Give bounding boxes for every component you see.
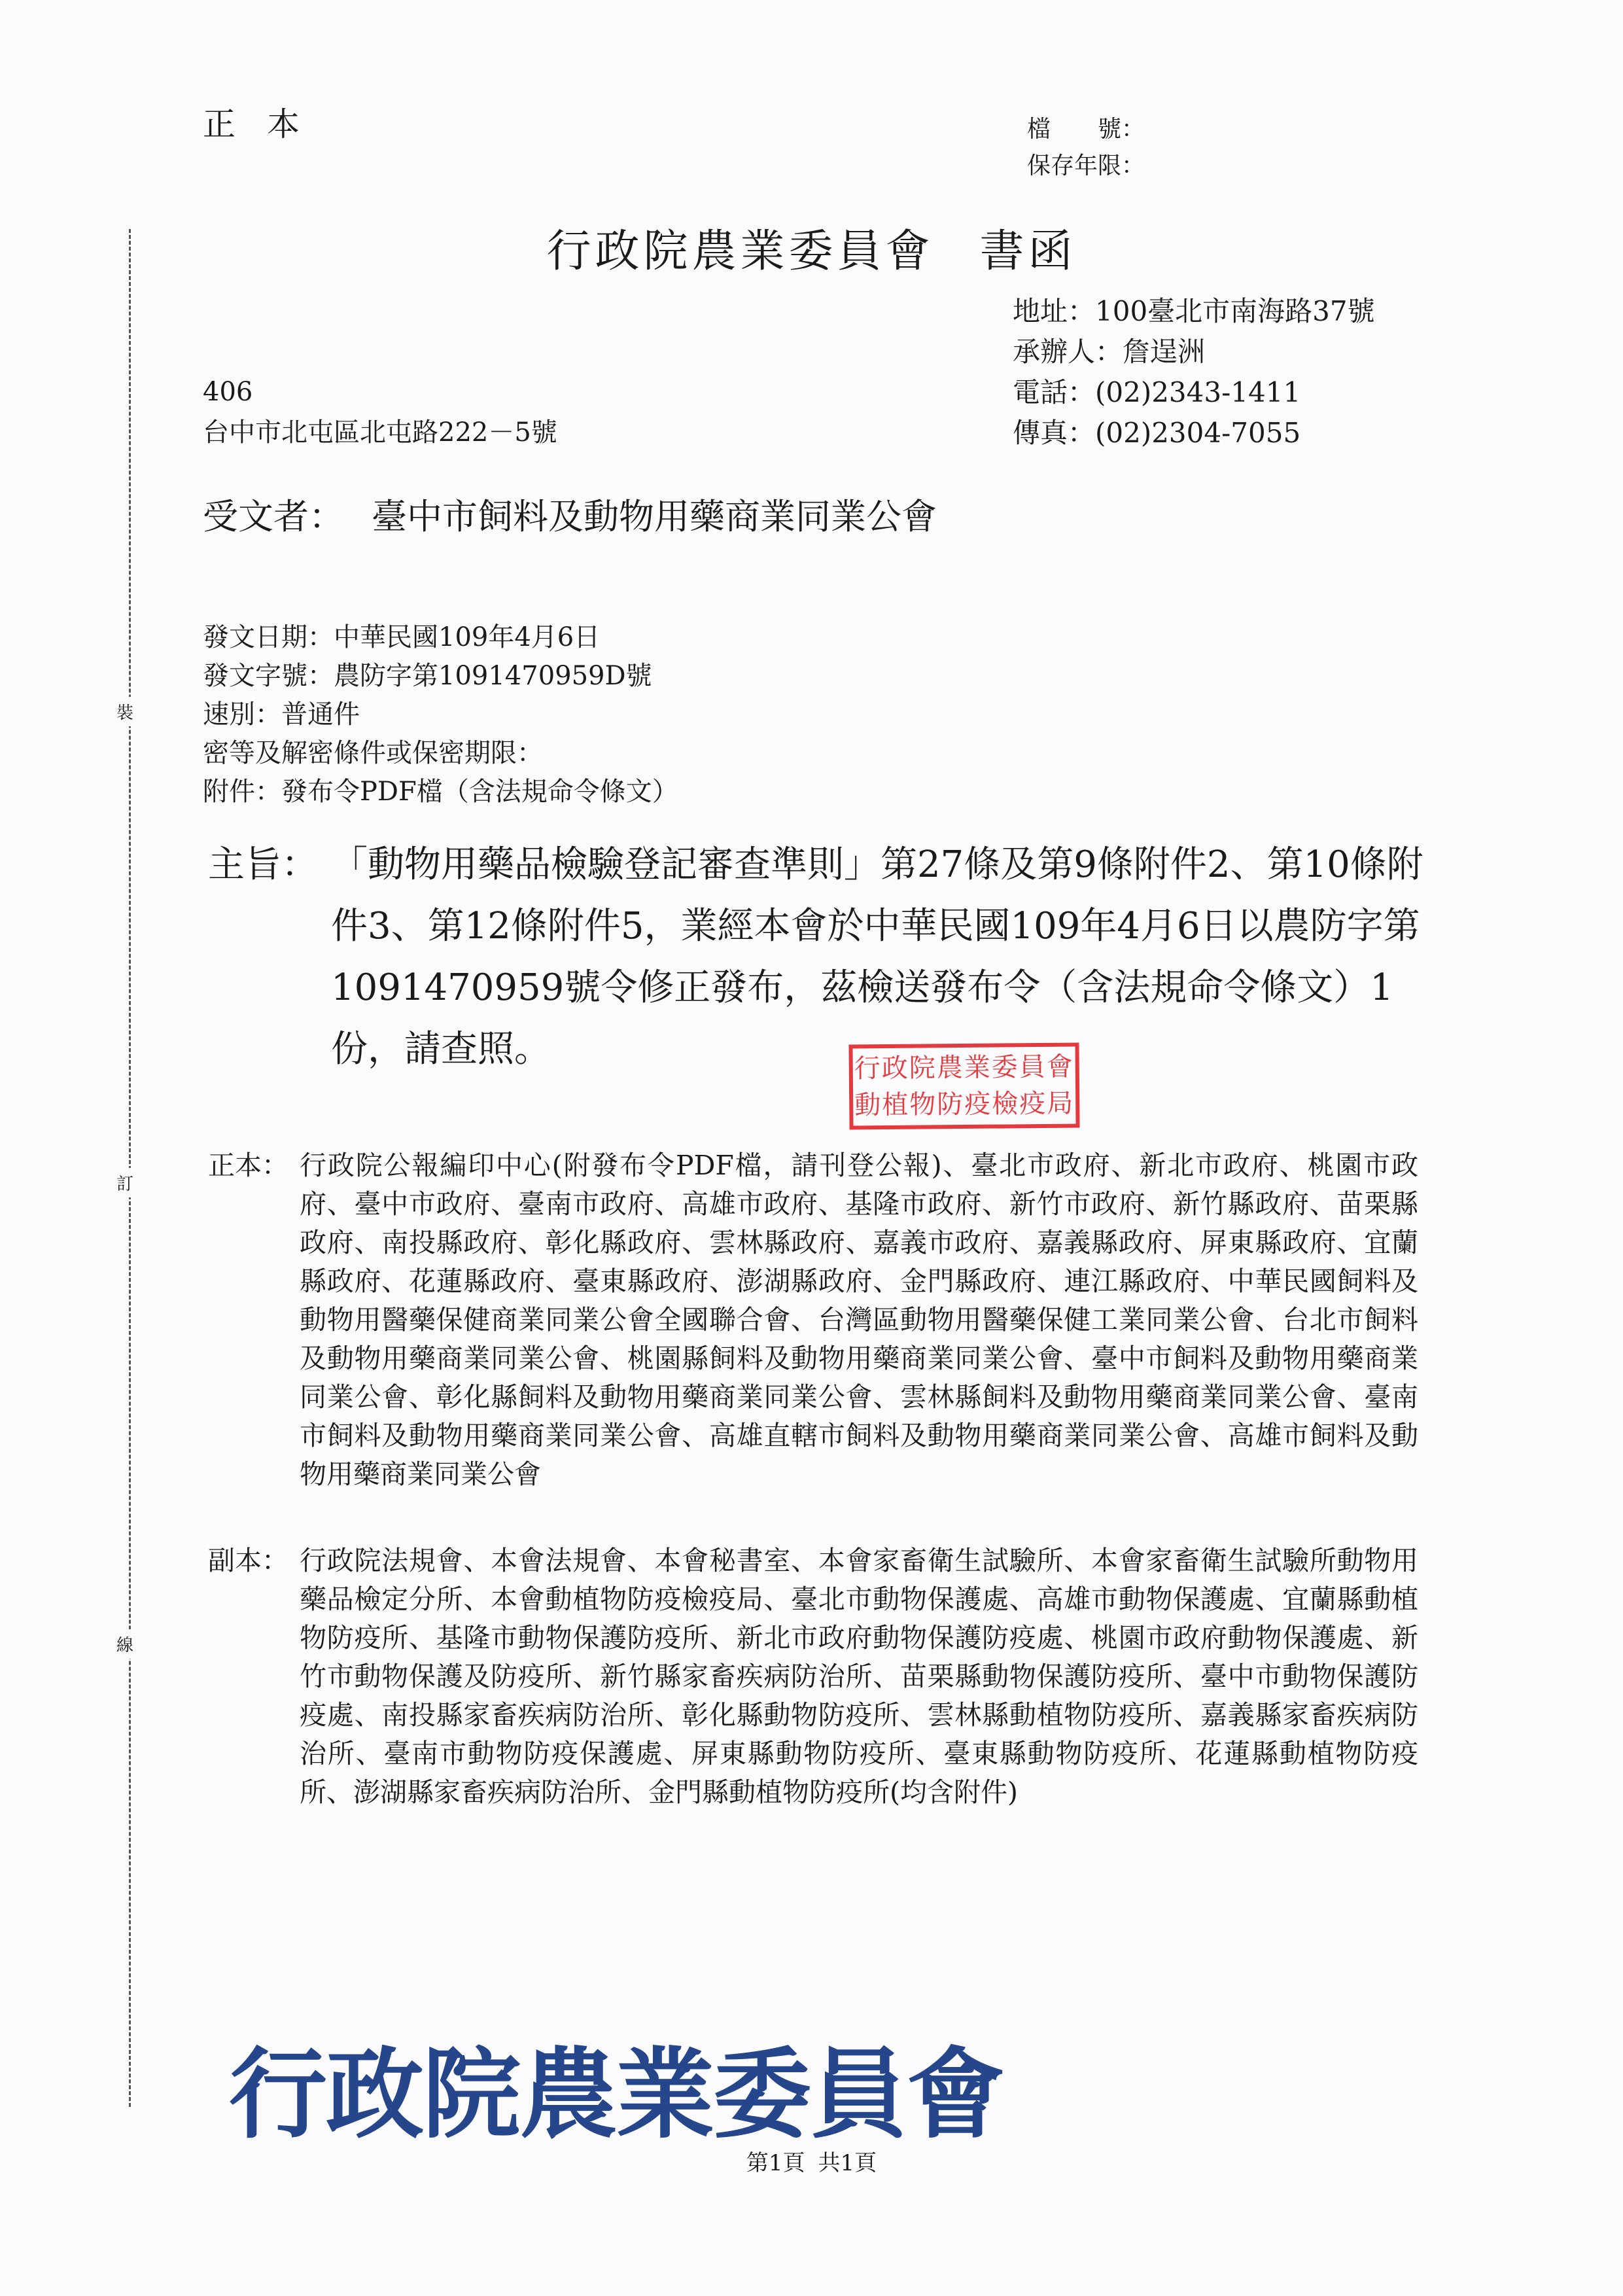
- secrecy-level: 密等及解密條件或保密期限：: [203, 738, 543, 768]
- document-type: 書函: [979, 226, 1077, 277]
- recipient-name: 臺中市飼料及動物用藥商業同業公會: [372, 496, 937, 537]
- delivery-speed: 速別：普通件: [203, 699, 360, 730]
- copy-recipients-label: 副本：: [208, 1545, 288, 1576]
- retention-label: 保存年限：: [1027, 152, 1145, 179]
- copy-label: 正本: [203, 105, 331, 143]
- seal-line-1: 行政院農業委員會: [854, 1051, 1074, 1084]
- document-title: [0, 216, 1623, 279]
- binding-mark-zhuang: 裝: [116, 697, 133, 726]
- binding-mark-ding: 訂: [116, 1168, 133, 1197]
- page-current: 第1頁: [746, 2150, 805, 2176]
- attachment: 附件：發布令PDF檔（含法規命令條文）: [203, 777, 678, 807]
- official-seal: [848, 1042, 1079, 1129]
- issue-date: 發文日期：中華民國109年4月6日: [203, 622, 601, 652]
- file-meta: [1027, 111, 1145, 185]
- document-fields: [203, 618, 678, 811]
- page-total: 共1頁: [818, 2150, 877, 2176]
- main-recipients-list: 行政院公報編印中心(附發布令PDF檔，請刊登公報)、臺北市政府、新北市政府、桃園市政府、臺中市政府、臺南市政府、高雄市政府、基隆市政府、新竹市政府、新竹縣政府、苗栗縣政府、南投縣政府、彰化縣政府、雲林縣政府、嘉義市政府、嘉義縣政府、屏東縣政府、宜蘭縣政府、花蓮縣政府、臺東縣政府、澎湖縣政府、金門縣政府、連江縣政府、中華民國飼料及動物用醫藥保健商業同業公會全國聯合會、台灣區動物用醫藥保健工業同業公會、台北市飼料及動物用藥商業同業公會、桃園縣飼料及動物用藥商業同業公會、臺中市飼料及動物用藥商業同業公會、彰化縣飼料及動物用藥商業同業公會、雲林縣飼料及動物用藥商業同業公會、臺南市飼料及動物用藥商業同業公會、高雄直轄市飼料及動物用藥商業同業公會、高雄市飼料及動物用藥商業同業公會: [300, 1150, 1418, 1490]
- sender-info: [1013, 291, 1375, 453]
- subject-label: 主旨：: [208, 843, 318, 886]
- agency-name: 行政院農業委員會: [546, 226, 934, 277]
- binding-mark-xian: 線: [116, 1629, 133, 1659]
- sender-fax: 傳真：(02)2304-7055: [1013, 417, 1301, 449]
- street-address: 台中市北屯區北屯路222－5號: [203, 417, 557, 448]
- copy-recipients-list: 行政院法規會、本會法規會、本會秘書室、本會家畜衛生試驗所、本會家畜衛生試驗所動物用藥品檢定分所、本會動植物防疫檢疫局、臺北市動物保護處、高雄市動物保護處、宜蘭縣動植物防疫所、基隆市動物保護防疫所、新北市政府動物保護防疫處、桃園市政府動物保護處、新竹市動物保護及防疫所、新竹縣家畜疾病防治所、苗栗縣動物保護防疫所、臺中市動物保護防疫處、南投縣家畜疾病防治所、彰化縣動物防疫所、雲林縣動植物防疫所、嘉義縣家畜疾病防治所、臺南市動物防疫保護處、屏東縣動物防疫所、臺東縣動物防疫所、花蓮縣動植物防疫所、澎湖縣家畜疾病防治所、金門縣動植物防疫所(均含附件): [300, 1545, 1418, 1808]
- page-number: [0, 2145, 1623, 2177]
- sender-address: 地址：100臺北市南海路37號: [1013, 295, 1375, 327]
- recipient-address: [203, 372, 557, 453]
- main-recipients-label: 正本：: [208, 1150, 288, 1181]
- file-number-label: 檔 號：: [1027, 116, 1145, 143]
- issue-number: 發文字號：農防字第1091470959D號: [203, 661, 652, 691]
- sender-phone: 電話：(02)2343-1411: [1013, 376, 1301, 408]
- seal-line-2: 動植物防疫檢疫局: [854, 1088, 1075, 1121]
- recipient-label: 受文者：: [203, 496, 344, 537]
- agency-stamp: 行政院農業委員會: [229, 2038, 1004, 2152]
- postal-code: 406: [203, 377, 253, 407]
- subject-text: 「動物用藥品檢驗登記審查準則」第27條及第9條附件2、第10條附件3、第12條附件5，業經本會於中華民國109年4月6日以農防字第1091470959號令修正發布，茲檢送發布令（含法規命令條文）1份，請查照。: [331, 843, 1423, 1070]
- sender-contact: 承辦人：詹逞洲: [1013, 336, 1206, 368]
